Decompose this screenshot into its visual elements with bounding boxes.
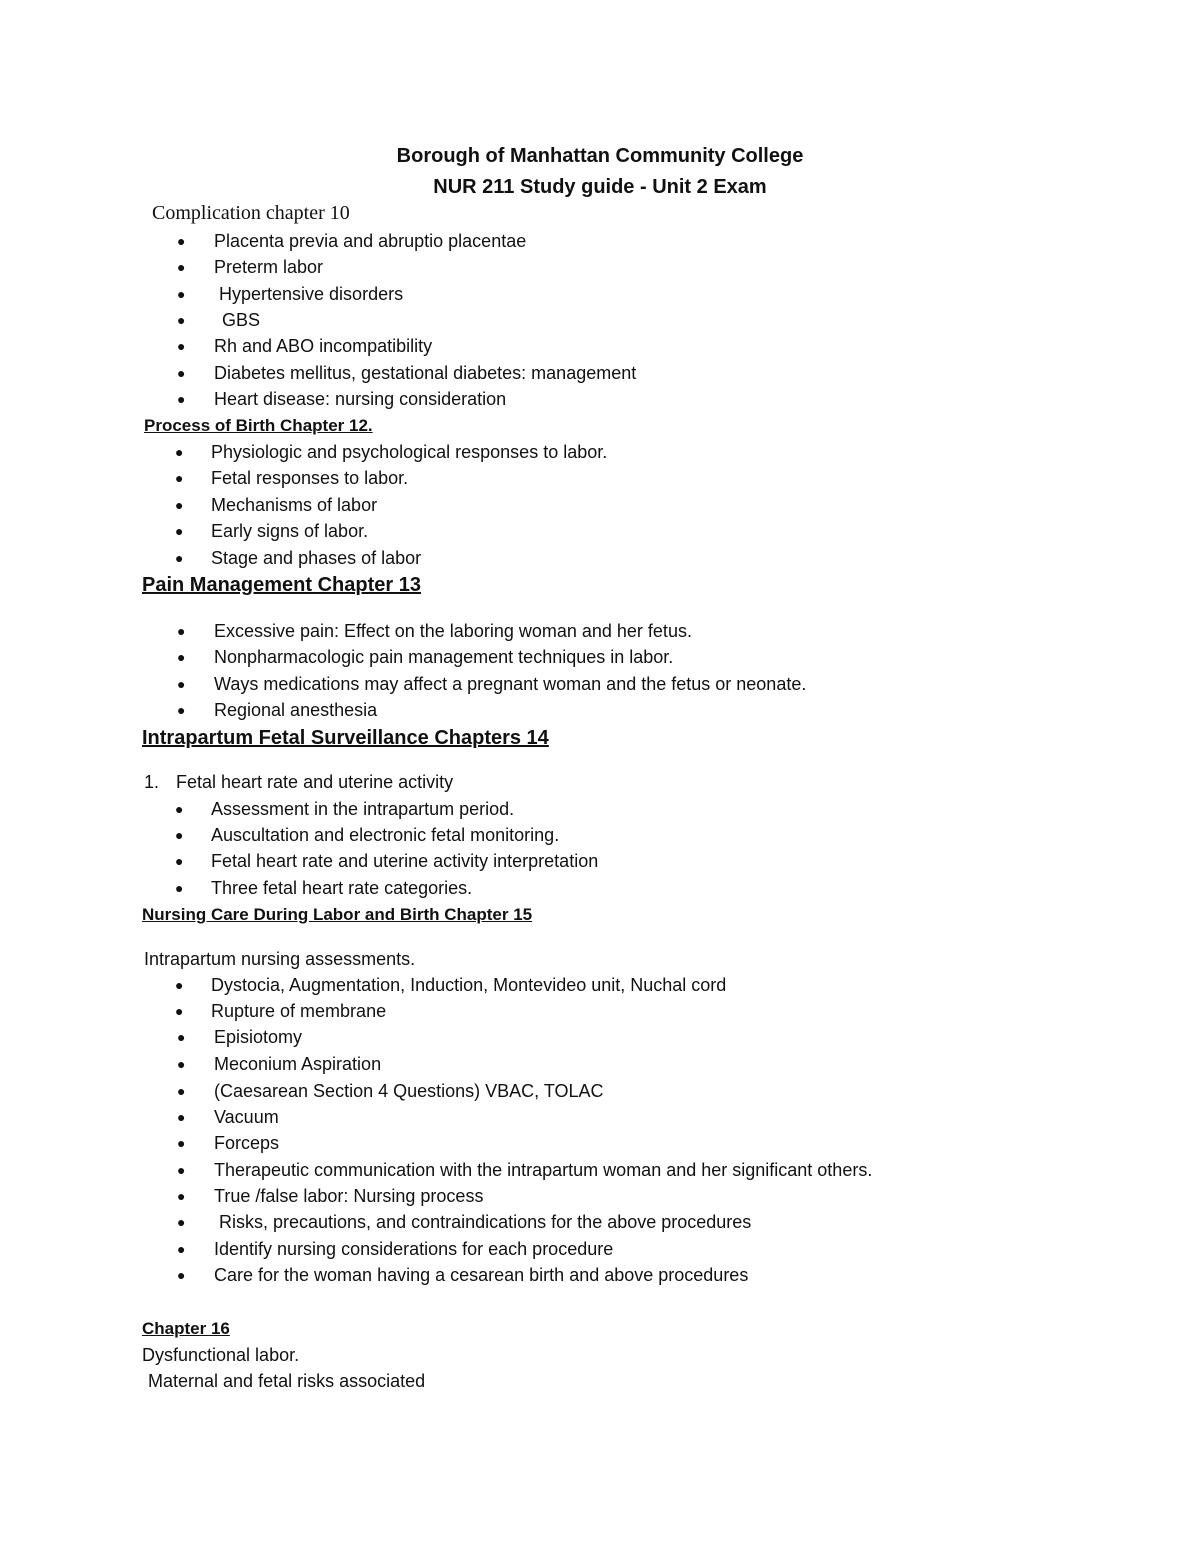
list-item: Physiologic and psychological responses to labor.: [211, 442, 608, 462]
college-title: Borough of Manhattan Community College: [396, 145, 804, 167]
nursing-intro: Intrapartum nursing assessments.: [144, 949, 416, 969]
bullet-icon: ●: [177, 1135, 186, 1151]
ch16-line: Dysfunctional labor.: [142, 1345, 300, 1365]
list-item: Stage and phases of labor: [211, 548, 422, 568]
complication-heading: Complication chapter 10: [152, 202, 350, 224]
bullet-icon: ●: [175, 444, 184, 460]
list-item: Mechanisms of labor: [211, 495, 378, 515]
list-item: Care for the woman having a cesarean birth and above procedures: [214, 1265, 749, 1285]
bullet-icon: ●: [177, 623, 186, 639]
numbered-marker: 1.: [144, 772, 160, 792]
list-item: Regional anesthesia: [214, 700, 378, 720]
list-item: Nonpharmacologic pain management techniques in labor.: [214, 647, 674, 667]
pain-heading: Pain Management Chapter 13: [142, 574, 421, 596]
bullet-icon: ●: [177, 1267, 186, 1283]
list-item: Identify nursing considerations for each procedure: [214, 1239, 614, 1259]
surveillance-heading: Intrapartum Fetal Surveillance Chapters 14: [142, 727, 549, 749]
list-item: Three fetal heart rate categories.: [211, 878, 473, 898]
bullet-icon: ●: [175, 880, 184, 896]
bullet-icon: ●: [175, 827, 184, 843]
bullet-icon: ●: [177, 1083, 186, 1099]
list-item: GBS: [222, 310, 261, 330]
list-item: Placenta previa and abruptio placentae: [214, 231, 527, 251]
bullet-icon: ●: [177, 1029, 186, 1045]
bullet-icon: ●: [177, 312, 186, 328]
bullet-icon: ●: [177, 676, 186, 692]
list-item: Hypertensive disorders: [219, 284, 404, 304]
bullet-icon: ●: [177, 233, 186, 249]
list-item: Therapeutic communication with the intrapartum woman and her significant others.: [214, 1160, 873, 1180]
numbered-item: Fetal heart rate and uterine activity: [176, 772, 454, 792]
list-item: Dystocia, Augmentation, Induction, Montevideo unit, Nuchal cord: [211, 975, 727, 995]
bullet-icon: ●: [177, 1162, 186, 1178]
bullet-icon: ●: [175, 977, 184, 993]
list-item: Rh and ABO incompatibility: [214, 336, 433, 356]
list-item: Ways medications may affect a pregnant woman and the fetus or neonate.: [214, 674, 807, 694]
bullet-icon: ●: [175, 801, 184, 817]
bullet-icon: ●: [175, 853, 184, 869]
list-item: Excessive pain: Effect on the laboring woman and her fetus.: [214, 621, 692, 641]
bullet-icon: ●: [175, 1003, 184, 1019]
bullet-icon: ●: [177, 1056, 186, 1072]
bullet-icon: ●: [177, 1214, 186, 1230]
list-item: Episiotomy: [214, 1027, 303, 1047]
list-item: Assessment in the intrapartum period.: [211, 799, 515, 819]
bullet-icon: ●: [175, 497, 184, 513]
ch16-line: Maternal and fetal risks associated: [148, 1371, 426, 1391]
bullet-icon: ●: [175, 523, 184, 539]
birth-heading: Process of Birth Chapter 12.: [144, 416, 373, 435]
list-item: Forceps: [214, 1133, 280, 1153]
list-item: Preterm labor: [214, 257, 324, 277]
bullet-icon: ●: [177, 702, 186, 718]
bullet-icon: ●: [177, 365, 186, 381]
course-title: NUR 211 Study guide - Unit 2 Exam: [433, 176, 767, 198]
bullet-icon: ●: [177, 649, 186, 665]
list-item: Auscultation and electronic fetal monitoring.: [211, 825, 560, 845]
bullet-icon: ●: [175, 550, 184, 566]
bullet-icon: ●: [177, 1241, 186, 1257]
bullet-icon: ●: [175, 470, 184, 486]
list-item: Heart disease: nursing consideration: [214, 389, 507, 409]
bullet-icon: ●: [177, 391, 186, 407]
list-item: Fetal heart rate and uterine activity interpretation: [211, 851, 599, 871]
bullet-icon: ●: [177, 338, 186, 354]
list-item: Early signs of labor.: [211, 521, 369, 541]
bullet-icon: ●: [177, 259, 186, 275]
list-item: Diabetes mellitus, gestational diabetes: management: [214, 363, 637, 383]
bullet-icon: ●: [177, 1109, 186, 1125]
list-item: Meconium Aspiration: [214, 1054, 382, 1074]
list-item: True /false labor: Nursing process: [214, 1186, 484, 1206]
bullet-icon: ●: [177, 286, 186, 302]
list-item: Fetal responses to labor.: [211, 468, 409, 488]
nursing-heading: Nursing Care During Labor and Birth Chapter 15: [142, 905, 533, 924]
list-item: (Caesarean Section 4 Questions) VBAC, TOLAC: [214, 1081, 604, 1101]
list-item: Rupture of membrane: [211, 1001, 387, 1021]
list-item: Risks, precautions, and contraindications for the above procedures: [219, 1212, 752, 1232]
bullet-icon: ●: [177, 1188, 186, 1204]
list-item: Vacuum: [214, 1107, 279, 1127]
ch16-heading: Chapter 16: [142, 1319, 230, 1338]
